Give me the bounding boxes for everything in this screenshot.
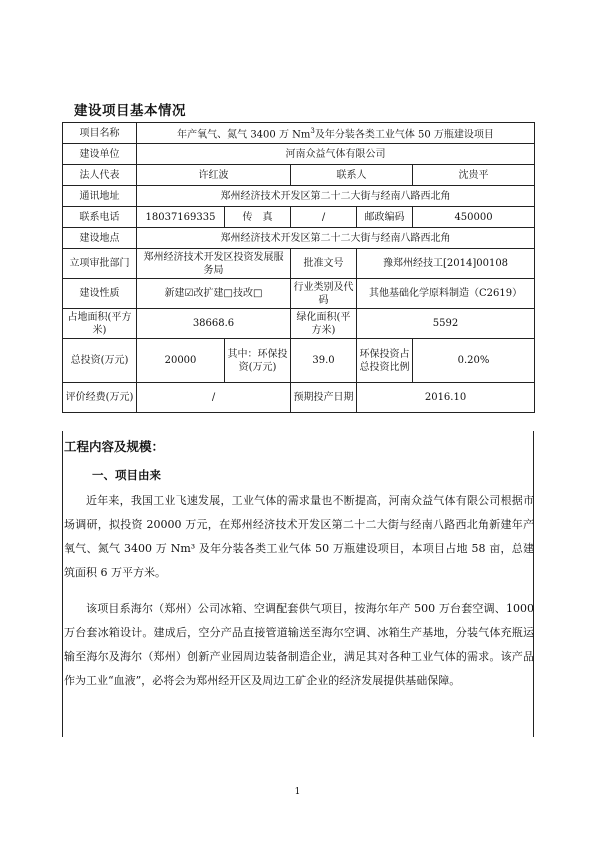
env-ratio-label: 环保投资占总投资比例	[357, 339, 413, 383]
approval-dept-label: 立项审批部门	[63, 249, 137, 279]
legal-rep-value: 许红波	[137, 165, 291, 186]
project-info-table	[62, 122, 535, 413]
unit-label: 建设单位	[63, 144, 137, 165]
area-value: 38668.6	[137, 309, 291, 339]
mail-address-value: 郑州经济技术开发区第二十二大街与经南八路西北角	[137, 186, 535, 207]
phone-value: 18037169335	[137, 207, 225, 228]
postcode-label: 邮政编码	[357, 207, 413, 228]
env-ratio-value: 0.20%	[413, 339, 535, 383]
legal-rep-label: 法人代表	[63, 165, 137, 186]
project-name-label: 项目名称	[63, 123, 137, 144]
paragraph-purpose: 该项目系海尔（郑州）公司冰箱、空调配套供气项目，按海尔年产 500 万台套空调、1000 万台套冰箱设计。建成后，空分产品直接管道输送至海尔空调、冰箱生产基地，分装气体充瓶运输至海尔及海尔（郑州）创新产业园周边装备制造企业，满足其对各种工业气体的需求。该产品作为工业“血液”，必将会为郑州经开区及周边工矿企业的经济发展提供基础保障。	[64, 602, 534, 687]
project-name-value: 年产氧气、氮气 3400 万 Nm$^3$及年分装各类工业气体 50 万瓶建设项目	[137, 123, 535, 144]
industry-value: 其他基础化学原料制造（C2619）	[357, 279, 535, 309]
fax-value: /	[291, 207, 357, 228]
paragraph-background: 近年来，我国工业飞速发展，工业气体的需求量也不断提高，河南众益气体有限公司根据市场调研，拟投资 20000 万元，在郑州经济技术开发区第二十二大街与经南八路西北角新建年产氧气、氮气 3400 万 Nm³ 及年分装各类工业气体 50 万瓶建设项目，本项目占地 58 亩，总建筑面积 6 万平方米。	[64, 494, 534, 579]
mail-address-label: 通讯地址	[63, 186, 137, 207]
invest-label: 总投资(万元)	[63, 339, 137, 383]
env-invest-value: 39.0	[291, 339, 357, 383]
unit-value: 河南众益气体有限公司	[137, 144, 535, 165]
scope-heading: 工程内容及规模：	[64, 439, 165, 454]
invest-value: 20000	[137, 339, 225, 383]
nature-label: 建设性质	[63, 279, 137, 309]
approval-no-value: 豫郑州经技工[2014]00108	[357, 249, 535, 279]
start-date-value: 2016.10	[357, 383, 535, 413]
site-label: 建设地点	[63, 228, 137, 249]
env-invest-label: 其中：环保投资(万元)	[225, 339, 291, 383]
review-fee-label: 评价经费(万元)	[63, 383, 137, 413]
origin-heading: 一、项目由来	[92, 468, 161, 482]
approval-no-label: 批准文号	[291, 249, 357, 279]
frame-left-border	[62, 431, 63, 737]
start-date-label: 预期投产日期	[291, 383, 357, 413]
contact-label: 联系人	[291, 165, 413, 186]
green-label: 绿化面积(平方米)	[291, 309, 357, 339]
section-title: 建设项目基本情况	[74, 103, 186, 119]
area-label: 占地面积(平方米)	[63, 309, 137, 339]
nature-value: 新建☑改扩建□技改□	[137, 279, 291, 309]
fax-label: 传 真	[225, 207, 291, 228]
page-number: 1	[294, 787, 301, 797]
green-value: 5592	[357, 309, 535, 339]
site-value: 郑州经济技术开发区第二十二大街与经南八路西北角	[137, 228, 535, 249]
phone-label: 联系电话	[63, 207, 137, 228]
contact-value: 沈贵平	[413, 165, 535, 186]
approval-dept-value: 郑州经济技术开发区投资发展服务局	[137, 249, 291, 279]
postcode-value: 450000	[413, 207, 535, 228]
review-fee-value: /	[137, 383, 291, 413]
industry-label: 行业类别及代码	[291, 279, 357, 309]
